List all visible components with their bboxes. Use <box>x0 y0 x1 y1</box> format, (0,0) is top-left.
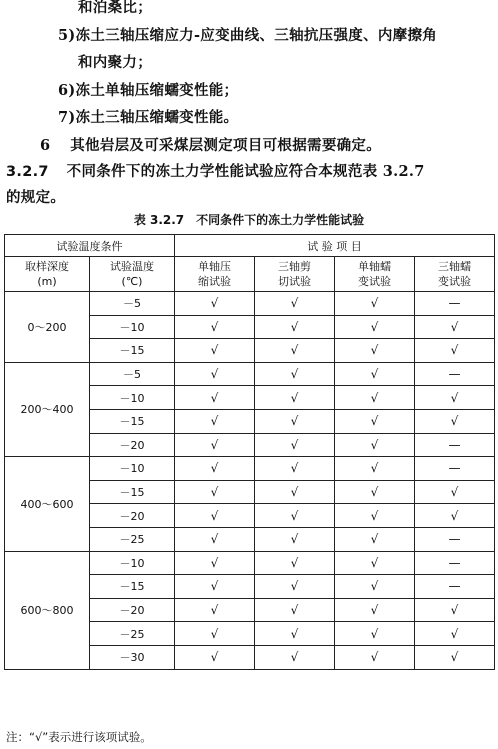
header-test-conditions: 试验温度条件 <box>5 235 175 257</box>
temperature-cell: －15 <box>90 409 175 433</box>
temperature-cell: －5 <box>90 292 175 316</box>
test-mark-cell: √ <box>335 527 415 551</box>
test-mark-cell: √ <box>175 527 255 551</box>
header-triaxial-shear-line1: 三轴剪 <box>278 260 311 273</box>
header-sampling-depth <box>5 257 90 292</box>
test-mark-cell: √ <box>255 504 335 528</box>
test-mark-cell: √ <box>335 598 415 622</box>
depth-cell: 600～800 <box>5 551 90 669</box>
test-mark-cell: √ <box>255 315 335 339</box>
header-triaxial-creep-line1: 三轴蠕 <box>438 260 471 273</box>
test-mark-cell: √ <box>175 339 255 363</box>
test-mark-cell: √ <box>255 362 335 386</box>
table-row <box>5 292 495 316</box>
test-mark-cell: √ <box>175 622 255 646</box>
test-mark-cell: √ <box>335 645 415 669</box>
temperature-cell: －20 <box>90 433 175 457</box>
test-mark-cell: √ <box>335 339 415 363</box>
test-mark-cell: √ <box>175 409 255 433</box>
test-mark-cell: √ <box>255 457 335 481</box>
freeze-soil-test-table <box>4 234 495 670</box>
test-mark-cell: √ <box>335 504 415 528</box>
body-line-2: 5)冻土三轴压缩应力-应变曲线、三轴抗压强度、内摩擦角 <box>58 27 438 44</box>
body-line-5: 7)冻土三轴压缩蠕变性能。 <box>58 109 239 126</box>
temperature-cell: －10 <box>90 457 175 481</box>
test-mark-cell: √ <box>335 292 415 316</box>
table-row <box>5 551 495 575</box>
test-mark-cell: √ <box>175 292 255 316</box>
temperature-cell: －5 <box>90 362 175 386</box>
test-mark-cell: — <box>415 433 495 457</box>
header-uniaxial-creep-line1: 单轴蠕 <box>358 260 391 273</box>
table-row <box>5 362 495 386</box>
test-mark-cell: √ <box>335 575 415 599</box>
header-uniaxial-compression <box>175 257 255 292</box>
header-uniaxial-compression-line1: 单轴压 <box>198 260 231 273</box>
test-mark-cell: √ <box>335 480 415 504</box>
test-mark-cell: √ <box>255 645 335 669</box>
test-mark-cell: √ <box>175 386 255 410</box>
header-uniaxial-creep-line2: 变试验 <box>358 275 391 288</box>
clause-text-line-1: 不同条件下的冻土力学性能试验应符合本规范表 3.2.7 <box>66 163 425 180</box>
test-mark-cell: √ <box>415 409 495 433</box>
temperature-cell: －10 <box>90 551 175 575</box>
depth-cell: 200～400 <box>5 362 90 456</box>
body-line-4: 6)冻土单轴压缩蠕变性能； <box>58 82 239 99</box>
depth-cell: 0～200 <box>5 292 90 363</box>
test-mark-cell: √ <box>175 598 255 622</box>
header-triaxial-creep-line2: 变试验 <box>438 275 471 288</box>
header-test-temperature-line2: (℃) <box>121 275 143 288</box>
body-line-3: 和内聚力； <box>78 54 152 71</box>
header-triaxial-shear <box>255 257 335 292</box>
test-mark-cell: √ <box>335 433 415 457</box>
test-mark-cell: √ <box>415 480 495 504</box>
test-mark-cell: √ <box>255 622 335 646</box>
temperature-cell: －25 <box>90 622 175 646</box>
header-sampling-depth-line2: (m) <box>37 275 57 288</box>
header-triaxial-creep <box>415 257 495 292</box>
temperature-cell: －25 <box>90 527 175 551</box>
table-caption: 表 3.2.7 不同条件下的冻土力学性能试验 <box>133 213 365 227</box>
clause-text-line-2: 的规定。 <box>6 189 66 206</box>
test-mark-cell: √ <box>335 362 415 386</box>
header-triaxial-shear-line2: 切试验 <box>278 275 311 288</box>
table-row <box>5 457 495 481</box>
temperature-cell: －20 <box>90 504 175 528</box>
header-uniaxial-creep <box>335 257 415 292</box>
temperature-cell: －20 <box>90 598 175 622</box>
test-mark-cell: √ <box>255 386 335 410</box>
test-mark-cell: √ <box>415 339 495 363</box>
test-mark-cell: √ <box>175 315 255 339</box>
test-mark-cell: √ <box>415 504 495 528</box>
test-mark-cell: √ <box>255 480 335 504</box>
test-mark-cell: √ <box>175 457 255 481</box>
body-line-1: 和泊桑比； <box>78 0 152 16</box>
temperature-cell: －15 <box>90 339 175 363</box>
test-mark-cell: √ <box>175 551 255 575</box>
test-mark-cell: √ <box>335 622 415 646</box>
test-mark-cell: √ <box>335 386 415 410</box>
clause-3-2-7 <box>6 160 425 181</box>
test-mark-cell: — <box>415 551 495 575</box>
test-mark-cell: √ <box>175 480 255 504</box>
temperature-cell: －30 <box>90 645 175 669</box>
test-mark-cell: √ <box>255 575 335 599</box>
temperature-cell: －15 <box>90 575 175 599</box>
test-mark-cell: — <box>415 362 495 386</box>
test-mark-cell: √ <box>335 457 415 481</box>
test-mark-cell: √ <box>415 645 495 669</box>
test-mark-cell: √ <box>175 433 255 457</box>
header-uniaxial-compression-line2: 缩试验 <box>198 275 231 288</box>
test-mark-cell: √ <box>415 598 495 622</box>
test-mark-cell: — <box>415 292 495 316</box>
test-mark-cell: √ <box>255 292 335 316</box>
table-note: 注：“√”表示进行该项试验。 <box>6 730 152 744</box>
test-mark-cell: √ <box>175 645 255 669</box>
header-sampling-depth-line1: 取样深度 <box>25 260 69 273</box>
test-mark-cell: √ <box>415 315 495 339</box>
test-mark-cell: √ <box>255 551 335 575</box>
table-body <box>5 292 495 670</box>
test-mark-cell: √ <box>335 409 415 433</box>
item-6-number: 6 <box>40 137 51 154</box>
test-mark-cell: √ <box>175 575 255 599</box>
test-mark-cell: √ <box>255 433 335 457</box>
test-mark-cell: √ <box>255 598 335 622</box>
temperature-cell: －10 <box>90 386 175 410</box>
test-mark-cell: √ <box>335 551 415 575</box>
test-mark-cell: — <box>415 575 495 599</box>
test-mark-cell: — <box>415 527 495 551</box>
header-test-temperature <box>90 257 175 292</box>
test-mark-cell: — <box>415 457 495 481</box>
test-mark-cell: √ <box>255 339 335 363</box>
item-6-text: 其他岩层及可采煤层测定项目可根据需要确定。 <box>70 137 382 154</box>
temperature-cell: －15 <box>90 480 175 504</box>
test-mark-cell: √ <box>255 527 335 551</box>
clause-number: 3.2.7 <box>6 164 49 180</box>
test-mark-cell: √ <box>415 622 495 646</box>
test-mark-cell: √ <box>175 504 255 528</box>
test-mark-cell: √ <box>175 362 255 386</box>
header-test-items: 试 验 项 目 <box>175 235 495 257</box>
test-mark-cell: √ <box>415 386 495 410</box>
temperature-cell: －10 <box>90 315 175 339</box>
test-mark-cell: √ <box>335 315 415 339</box>
header-test-temperature-line1: 试验温度 <box>110 260 154 273</box>
depth-cell: 400～600 <box>5 457 90 551</box>
item-6 <box>40 134 381 155</box>
test-mark-cell: √ <box>255 409 335 433</box>
